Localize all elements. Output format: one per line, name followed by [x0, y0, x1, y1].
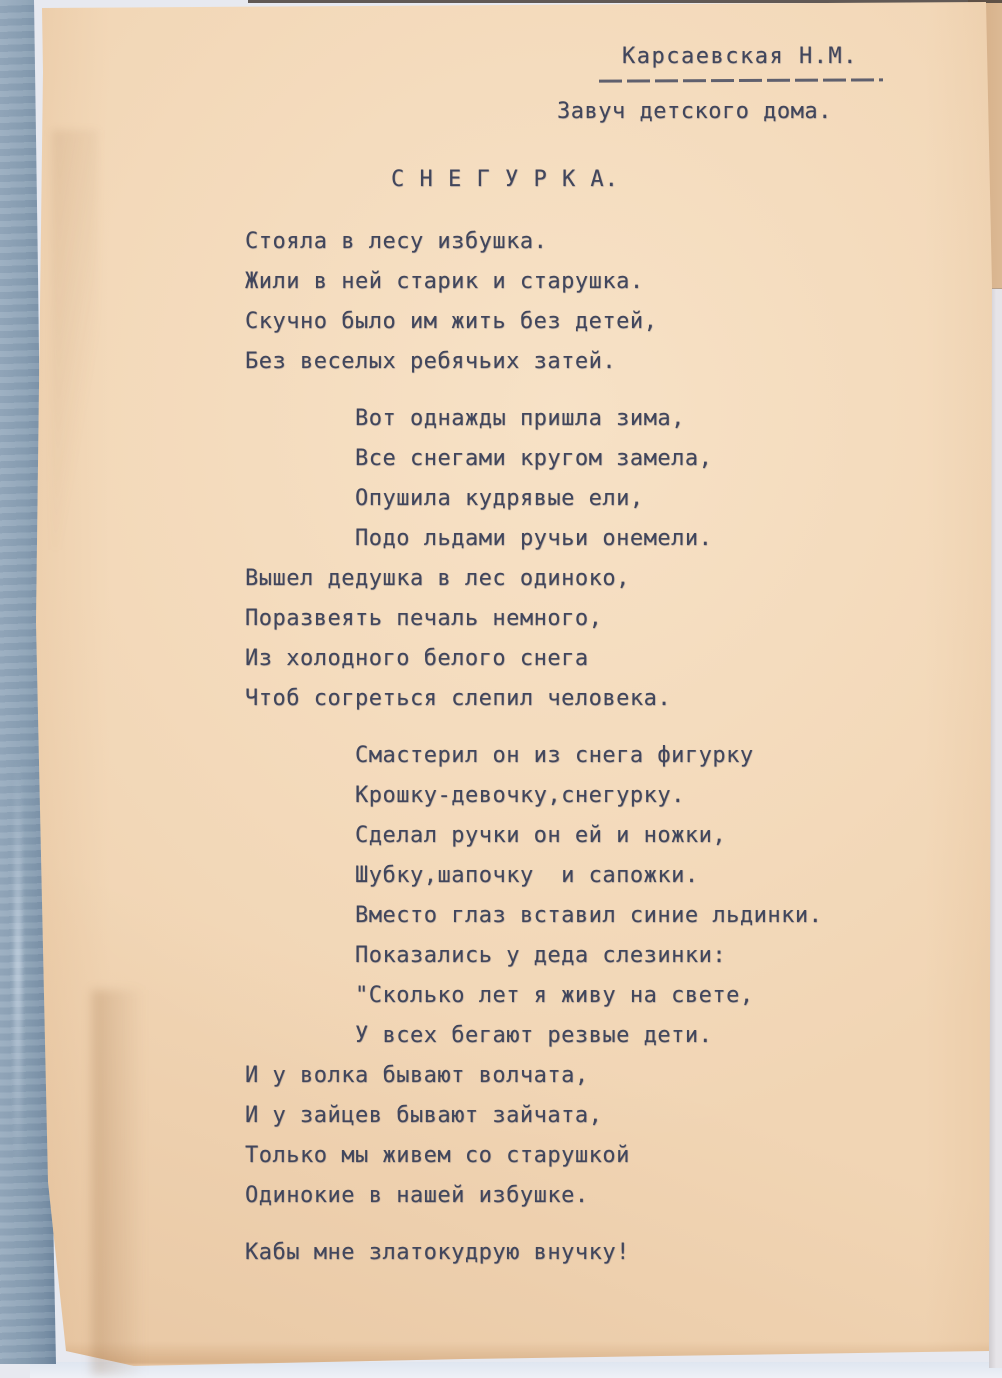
- poem-line: Стояла в лесу избушка.: [245, 229, 548, 254]
- poem-line: И у зайцев бывают зайчата,: [245, 1103, 603, 1128]
- poem-line: И у волка бывают волчата,: [245, 1063, 589, 1088]
- page-top-edge-line: [248, 0, 1002, 3]
- poem-line: Все снегами кругом замела,: [355, 446, 713, 471]
- binding-highlight: [14, 758, 22, 1171]
- poem-line: Чтоб согреться слепил человека.: [245, 686, 672, 711]
- poem-line: Без веселых ребячьих затей.: [245, 349, 617, 374]
- poem-body: [245, 222, 905, 1273]
- poem-line: Только мы живем со старушкой: [245, 1143, 630, 1168]
- poem-line: Смастерил он из снега фигурку: [355, 743, 754, 768]
- poem-line: Вместо глаз вставил синие льдинки.: [355, 903, 823, 928]
- poem-line: Одинокие в нашей избушке.: [245, 1183, 589, 1208]
- paper-crease-top-left: [52, 130, 98, 550]
- poem-line: Крошку-девочку,снегурку.: [355, 783, 685, 808]
- poem-line: Показались у деда слезинки:: [355, 943, 727, 968]
- poem-line: У всех бегают резвые дети.: [355, 1023, 713, 1048]
- paper-crease-bottom-left: [92, 990, 162, 1375]
- poem-line: Сделал ручки он ей и ножки,: [355, 823, 727, 848]
- author-role: Завуч детского дома.: [557, 99, 832, 124]
- poem-line: Опушила кудрявые ели,: [355, 486, 644, 511]
- poem-line: Подо льдами ручьи онемели.: [355, 526, 713, 551]
- poem-line: Скучно было им жить без детей,: [245, 309, 658, 334]
- poem-title: С Н Е Г У Р К А.: [391, 167, 619, 192]
- poem-line: "Сколько лет я живу на свете,: [355, 983, 754, 1008]
- poem-line: Вышел дедушка в лес одиноко,: [245, 566, 630, 591]
- poem-line: Шубку,шапочку и сапожки.: [355, 863, 699, 888]
- author-name: Карсаевская Н.М.: [622, 44, 858, 69]
- poem-line: Из холодного белого снега: [245, 646, 589, 671]
- poem-line: Вот однажды пришла зима,: [355, 406, 685, 431]
- poem-line: Поразвеять печаль немного,: [245, 606, 603, 631]
- poem-line: Жили в ней старик и старушка.: [245, 269, 644, 294]
- poem-line: Кабы мне златокудрую внучку!: [245, 1240, 630, 1265]
